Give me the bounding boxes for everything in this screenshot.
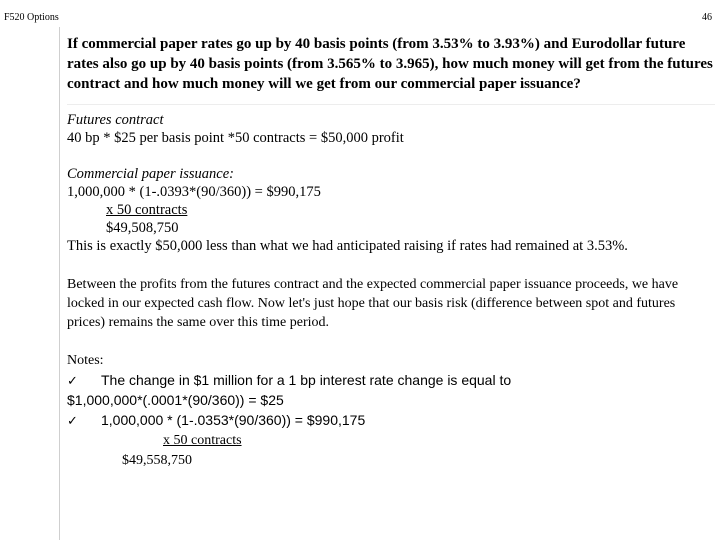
- note-1-line-1: The change in $1 million for a 1 bp interest rate change is equal to: [101, 371, 512, 388]
- cp-total: $49,508,750: [106, 220, 179, 236]
- note-2-multiplier: x 50 contracts: [163, 433, 242, 448]
- divider: [67, 104, 715, 105]
- slide-content: [67, 34, 715, 470]
- notes-title: Notes:: [67, 353, 104, 368]
- futures-calculation: 40 bp * $25 per basis point *50 contracts = $50,000 profit: [67, 130, 404, 146]
- notes-section: [67, 351, 715, 470]
- note-1-line-2: $1,000,000*(.0001*(90/360)) = $25: [67, 392, 284, 408]
- left-margin-rule: [59, 27, 60, 540]
- check-icon: ✓: [67, 413, 78, 429]
- cp-calculation: 1,000,000 * (1-.0393*(90/360)) = $990,175: [67, 184, 321, 200]
- cp-issuance-section: [67, 165, 715, 255]
- futures-section: [67, 111, 715, 147]
- check-icon: ✓: [67, 373, 78, 389]
- note-2-total: $49,558,750: [122, 452, 192, 468]
- cp-multiplier: x 50 contracts: [106, 202, 188, 218]
- futures-title: Futures contract: [67, 112, 164, 128]
- locked-cash-flow-paragraph: Between the profits from the futures contract and the expected commercial paper issuance proceeds, we have locked in our expected cash flow. Now let's just hope that our basis risk (difference between spot and futures prices) remains the same over this time period.: [67, 277, 679, 330]
- cp-comparison: This is exactly $50,000 less than what we had anticipated raising if rates had remained at 3.53%.: [67, 238, 628, 254]
- question-text: If commercial paper rates go up by 40 basis points (from 3.53% to 3.93%) and Eurodollar future rates also go up by 40 basis points (from 3.565% to 3.965), how much money will get from the futures contract and how much money will we get from our commercial paper issuance?: [67, 36, 713, 92]
- course-label: F520 Options: [4, 12, 59, 23]
- note-2-line-1: 1,000,000 * (1-.0353*(90/360)) = $990,175: [101, 411, 366, 428]
- page-number: 46: [702, 12, 712, 23]
- cp-title: Commercial paper issuance:: [67, 166, 234, 182]
